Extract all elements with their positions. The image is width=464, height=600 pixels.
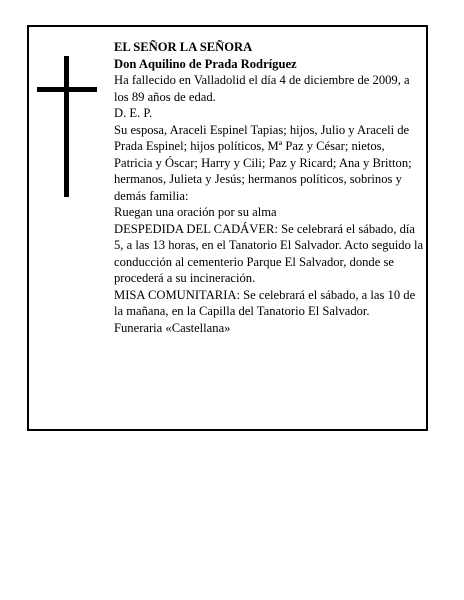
death-info: Ha fallecido en Valladolid el día 4 de diciembre de 2009, a los 89 años de edad. bbox=[114, 73, 410, 104]
prayer-request: Ruegan una oración por su alma bbox=[114, 205, 277, 219]
mass-details: MISA COMUNITARIA: Se celebrará el sábado, a las 10 de la mañana, en la Capilla del Tanatorio El Salvador. bbox=[114, 287, 416, 318]
funeral-home: Funeraria «Castellana» bbox=[114, 320, 231, 335]
obituary-text bbox=[114, 39, 424, 336]
deceased-name: Don Aquilino de Prada Rodríguez bbox=[114, 56, 297, 71]
farewell-details: DESPEDIDA DEL CADÁVER: Se celebrará el sábado, día 5, a las 13 horas, en el Tanatorio El Salvador. Acto seguido la conducción al cementerio Parque El Salvador, donde se procederá a su incineración. bbox=[114, 221, 424, 285]
cross-icon-crossbar bbox=[37, 87, 97, 92]
cross-icon bbox=[64, 56, 69, 197]
family-list: Su esposa, Araceli Espinel Tapias; hijos, Julio y Araceli de Prada Espinel; hijos políticos, Mª Paz y César; nietos, Patricia y Óscar; Harry y Cili; Paz y Ricard; Ana y Britton; hermanos, Julieta y Jesús; hermanos políticos, sobrinos y demás familia: bbox=[114, 122, 412, 203]
dep-line: D. E. P. bbox=[114, 106, 153, 120]
notice-heading: EL SEÑOR LA SEÑORA bbox=[114, 40, 253, 54]
